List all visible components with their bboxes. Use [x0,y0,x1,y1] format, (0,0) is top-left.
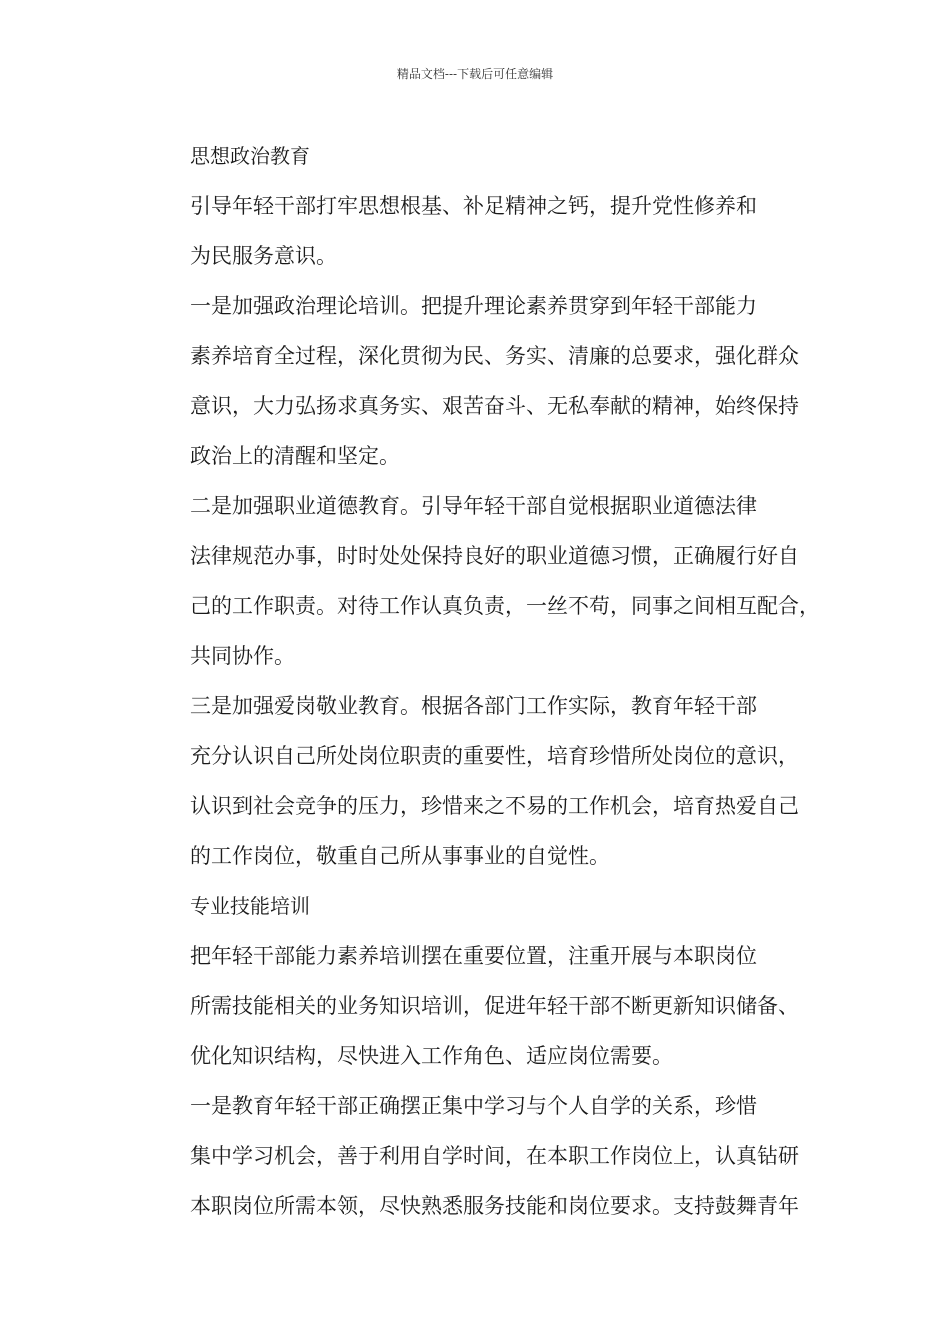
text-line: 为民服务意识。 [190,244,337,268]
paragraph [145,931,810,1081]
text-line: 集中学习机会，善于利用自学时间，在本职工作岗位上，认真钻研 [190,1144,799,1168]
text-line: 认识到社会竞争的压力，珍惜来之不易的工作机会，培育热爱自己 [190,794,799,818]
text-line: 一是教育年轻干部正确摆正集中学习与个人自学的关系，珍惜 [190,1094,757,1118]
paragraph [145,681,810,881]
text-line: 充分认识自己所处岗位职责的重要性，培育珍惜所处岗位的意识， [190,744,799,768]
text-line: 意识，大力弘扬求真务实、艰苦奋斗、无私奉献的精神，始终保持 [190,394,799,418]
text-line: 把年轻干部能力素养培训摆在重要位置，注重开展与本职岗位 [190,944,757,968]
text-line: 引导年轻干部打牢思想根基、补足精神之钙，提升党性修养和 [190,194,757,218]
text-line: 二是加强职业道德教育。引导年轻干部自觉根据职业道德法律 [190,494,757,518]
section-heading: 专业技能培训 [190,894,310,918]
text-line: 三是加强爱岗敬业教育。根据各部门工作实际，教育年轻干部 [190,694,757,718]
page-header: 精品文档---下载后可任意编辑 [396,67,554,81]
text-line: 的工作岗位，敬重自己所从事事业的自觉性。 [190,844,610,868]
paragraph [145,1081,810,1231]
text-line: 优化知识结构，尽快进入工作角色、适应岗位需要。 [190,1044,673,1068]
section-heading: 思想政治教育 [190,144,310,168]
text-line: 本职岗位所需本领，尽快熟悉服务技能和岗位要求。支持鼓舞青年 [190,1194,799,1218]
text-line: 素养培育全过程，深化贯彻为民、务实、清廉的总要求，强化群众 [190,344,799,368]
text-line: 共同协作。 [190,644,295,668]
document-body [145,131,820,1231]
text-line: 一是加强政治理论培训。把提升理论素养贯穿到年轻干部能力 [190,294,757,318]
paragraph [145,281,810,481]
paragraph [145,181,810,281]
text-line: 己的工作职责。对待工作认真负责，一丝不苟，同事之间相互配合， [190,594,820,618]
text-line: 政治上的清醒和坚定。 [190,444,400,468]
text-line: 所需技能相关的业务知识培训，促进年轻干部不断更新知识储备、 [190,994,799,1018]
paragraph [145,481,820,681]
text-line: 法律规范办事，时时处处保持良好的职业道德习惯，正确履行好自 [190,544,799,568]
